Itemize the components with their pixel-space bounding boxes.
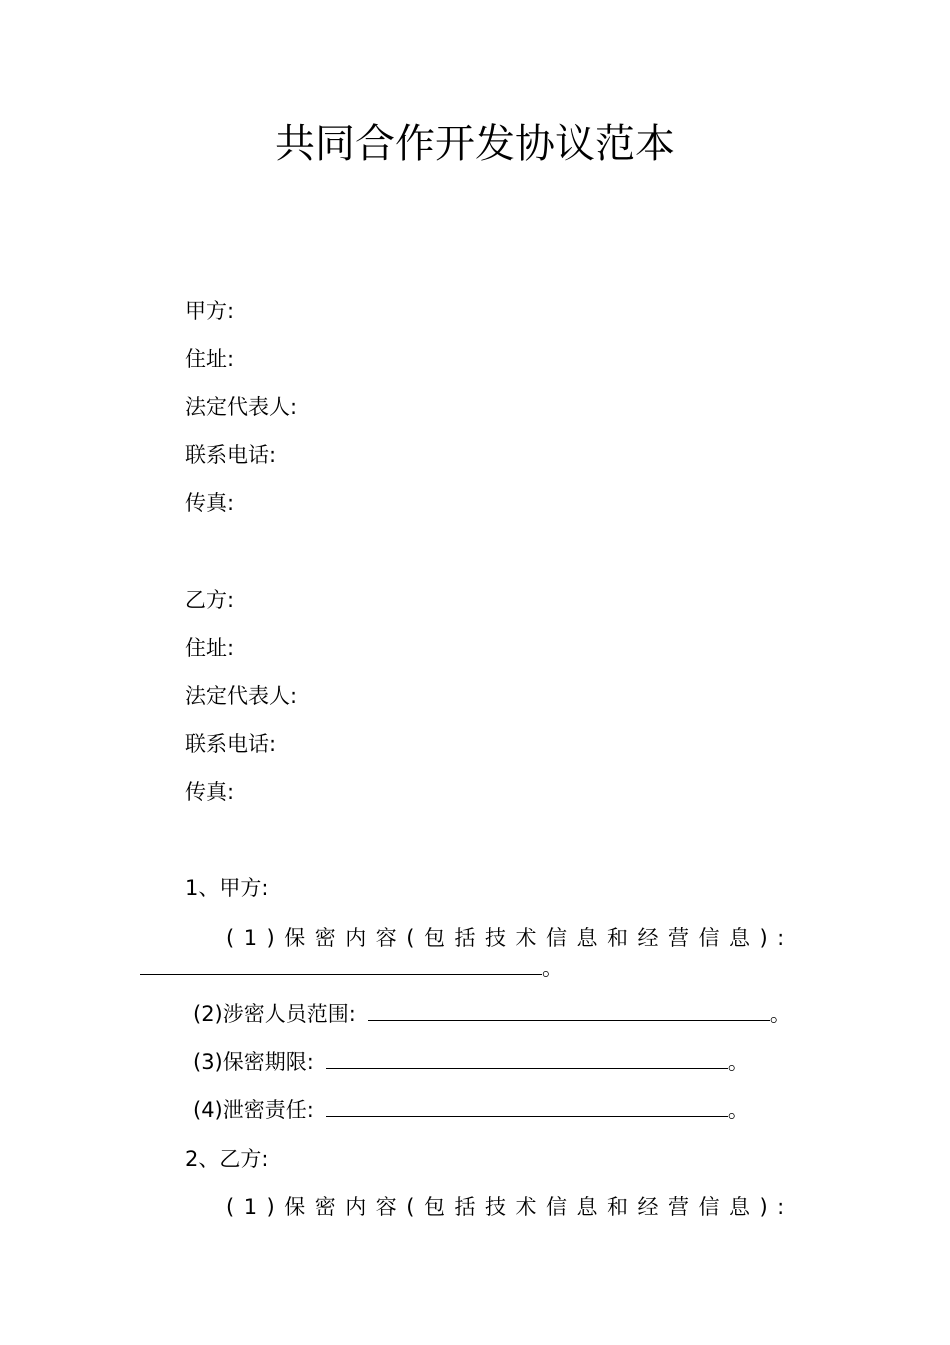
clause-1-sub-4-blank[interactable] xyxy=(326,1096,728,1117)
clause-1-sub-1-fill-line xyxy=(140,953,563,983)
clause-1-sub-4-end: 。 xyxy=(727,1098,749,1122)
clause-1-sub-3-end: 。 xyxy=(727,1050,749,1074)
party-a-name-label: 甲方: xyxy=(185,299,235,323)
clause-1-sub-2-label: (2)涉密人员范围: xyxy=(193,1002,356,1026)
clause-1-sub-2 xyxy=(193,999,791,1029)
clause-1-sub-4 xyxy=(193,1095,749,1125)
party-a-address-label: 住址: xyxy=(185,347,235,371)
clause-1-heading: 1、甲方: xyxy=(185,876,269,900)
party-b-fax-label: 传真: xyxy=(185,780,235,804)
clause-1-sub-2-end: 。 xyxy=(769,1002,791,1026)
document-title: 共同合作开发协议范本 xyxy=(275,121,675,167)
clause-1-sub-1-end: 。 xyxy=(542,956,563,980)
party-b-phone-label: 联系电话: xyxy=(185,732,277,756)
clause-1-sub-1-blank[interactable] xyxy=(140,954,542,975)
party-a-fax-label: 传真: xyxy=(185,491,235,515)
clause-2-sub-1-label: (1)保密内容(包括技术信息和经营信息): xyxy=(226,1195,794,1219)
clause-1-sub-2-blank[interactable] xyxy=(368,1000,770,1021)
clause-1-sub-1-label: (1)保密内容(包括技术信息和经营信息): xyxy=(226,926,794,950)
party-a-legal-rep-label: 法定代表人: xyxy=(185,395,298,419)
party-a-phone-label: 联系电话: xyxy=(185,443,277,467)
party-b-address-label: 住址: xyxy=(185,636,235,660)
clause-1-sub-3-label: (3)保密期限: xyxy=(193,1050,314,1074)
party-b-legal-rep-label: 法定代表人: xyxy=(185,684,298,708)
clause-1-sub-3-blank[interactable] xyxy=(326,1048,728,1069)
clause-2-heading: 2、乙方: xyxy=(185,1147,269,1171)
clause-1-sub-3 xyxy=(193,1047,749,1077)
clause-1-sub-4-label: (4)泄密责任: xyxy=(193,1098,314,1122)
party-b-name-label: 乙方: xyxy=(185,588,235,612)
